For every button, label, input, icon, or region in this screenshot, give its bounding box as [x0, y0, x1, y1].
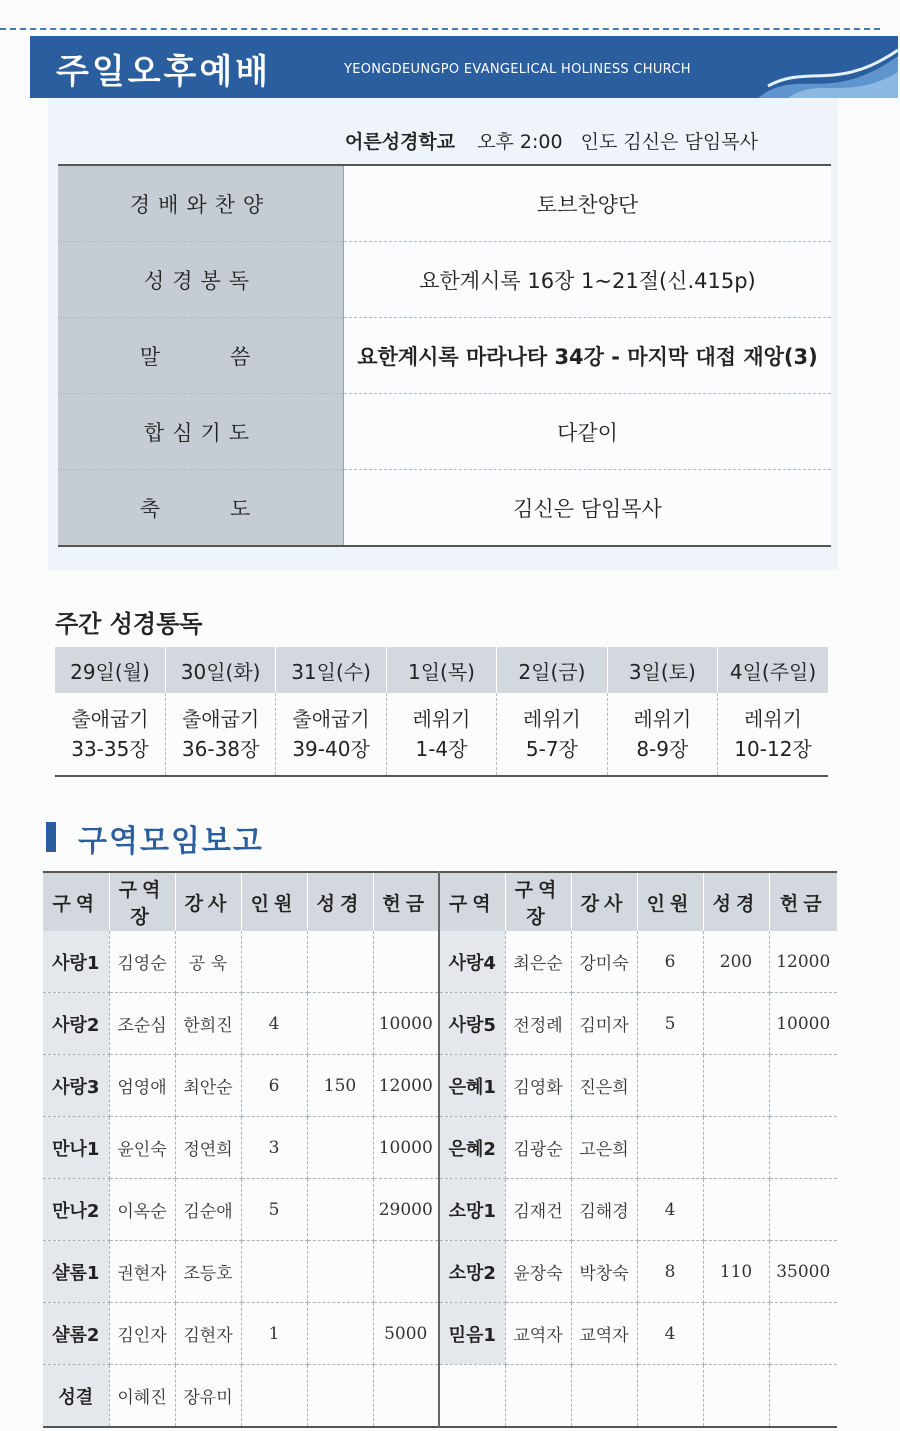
report-column-header: 성경 — [307, 872, 373, 931]
report-cell-district — [439, 1365, 505, 1428]
worship-label: 경배와찬양 — [58, 165, 344, 242]
report-cell-attendance: 4 — [637, 1179, 703, 1241]
report-cell-leader: 엄영애 — [109, 1055, 175, 1117]
report-cell-district: 믿음1 — [439, 1303, 505, 1365]
report-cell-leader: 전정례 — [505, 993, 571, 1055]
reading-day: 30일(화) — [165, 647, 275, 693]
worship-row — [58, 394, 831, 470]
reading-passage-row — [55, 693, 828, 776]
reading-chapters: 8-9장 — [636, 737, 689, 761]
reading-chapters: 36-38장 — [181, 737, 260, 761]
reading-passage — [55, 693, 165, 776]
report-cell-teacher: 김현자 — [175, 1303, 241, 1365]
report-cell-district: 샬롬2 — [43, 1303, 109, 1365]
reading-book: 출애굽기 — [292, 707, 370, 731]
report-cell-district: 은혜2 — [439, 1117, 505, 1179]
wave-decoration-icon — [758, 36, 898, 98]
report-cell-bible — [307, 1303, 373, 1365]
report-cell-teacher: 진은희 — [571, 1055, 637, 1117]
report-cell-bible — [307, 1179, 373, 1241]
report-cell-teacher: 김미자 — [571, 993, 637, 1055]
report-cell-teacher: 조등호 — [175, 1241, 241, 1303]
report-cell-attendance: 1 — [241, 1303, 307, 1365]
report-cell-teacher: 정연희 — [175, 1117, 241, 1179]
report-body — [43, 931, 837, 1427]
report-cell-district: 만나1 — [43, 1117, 109, 1179]
reading-day: 31일(수) — [276, 647, 386, 693]
report-cell-attendance — [637, 1365, 703, 1428]
table-row — [43, 1365, 837, 1428]
report-cell-leader: 이옥순 — [109, 1179, 175, 1241]
report-cell-offering — [373, 931, 439, 993]
report-cell-district: 소망1 — [439, 1179, 505, 1241]
reading-book: 출애굽기 — [71, 707, 149, 731]
reading-chapters: 5-7장 — [525, 737, 578, 761]
report-cell-district: 사랑5 — [439, 993, 505, 1055]
report-cell-offering — [373, 1241, 439, 1303]
report-cell-bible: 200 — [703, 931, 769, 993]
report-cell-attendance: 6 — [241, 1055, 307, 1117]
adult-school-name: 어른성경학교 — [345, 131, 456, 153]
church-name: YEONGDEUNGPO EVANGELICAL HOLINESS CHURCH — [344, 62, 691, 77]
report-cell-attendance: 6 — [637, 931, 703, 993]
report-column-header: 강사 — [175, 872, 241, 931]
report-cell-offering: 12000 — [769, 931, 837, 993]
report-cell-leader: 조순심 — [109, 993, 175, 1055]
page-title: 주일오후예배 — [56, 52, 272, 92]
reading-day: 4일(주일) — [718, 647, 828, 693]
reading-day: 2일(금) — [497, 647, 607, 693]
report-cell-district: 은혜1 — [439, 1055, 505, 1117]
report-cell-bible — [703, 1179, 769, 1241]
reading-day: 1일(목) — [386, 647, 496, 693]
reading-chapters: 39-40장 — [292, 737, 370, 761]
district-report-title: 구역모임보고 — [78, 824, 264, 859]
top-dashed-divider — [0, 28, 880, 30]
report-cell-teacher: 장유미 — [175, 1365, 241, 1428]
report-cell-leader: 교역자 — [505, 1303, 571, 1365]
worship-row — [58, 318, 831, 394]
report-cell-bible — [703, 1365, 769, 1428]
report-column-header: 성경 — [703, 872, 769, 931]
reading-day: 29일(월) — [55, 647, 165, 693]
report-cell-leader: 김영순 — [109, 931, 175, 993]
report-column-header: 구역장 — [505, 872, 571, 931]
report-cell-bible: 110 — [703, 1241, 769, 1303]
report-cell-offering: 35000 — [769, 1241, 837, 1303]
worship-label: 성경봉독 — [58, 242, 344, 318]
worship-value: 요한계시록 16장 1~21절(신.415p) — [344, 242, 832, 318]
report-cell-district: 소망2 — [439, 1241, 505, 1303]
report-cell-teacher: 공 욱 — [175, 931, 241, 993]
report-cell-bible — [307, 1117, 373, 1179]
worship-label: 합심기도 — [58, 394, 344, 470]
reading-book: 출애굽기 — [181, 707, 260, 731]
report-column-header: 헌금 — [373, 872, 439, 931]
report-cell-offering — [769, 1055, 837, 1117]
section-marker — [46, 822, 56, 852]
report-cell-attendance — [241, 1241, 307, 1303]
report-cell-leader: 윤인숙 — [109, 1117, 175, 1179]
weekly-reading-table — [55, 647, 828, 777]
report-cell-offering — [373, 1365, 439, 1428]
report-cell-leader: 김재건 — [505, 1179, 571, 1241]
district-report-table — [43, 871, 837, 1428]
table-row — [43, 993, 837, 1055]
reading-book: 레위기 — [522, 707, 581, 731]
reading-book: 레위기 — [744, 707, 802, 731]
report-column-header: 구역 — [439, 872, 505, 931]
report-cell-bible — [703, 1303, 769, 1365]
worship-row — [58, 470, 831, 547]
report-cell-district: 사랑3 — [43, 1055, 109, 1117]
report-cell-leader: 김광순 — [505, 1117, 571, 1179]
report-cell-bible — [703, 1117, 769, 1179]
report-cell-bible — [307, 1241, 373, 1303]
report-cell-teacher: 김순애 — [175, 1179, 241, 1241]
report-cell-teacher: 고은희 — [571, 1117, 637, 1179]
report-column-header: 인원 — [637, 872, 703, 931]
report-cell-offering — [769, 1303, 837, 1365]
table-row — [43, 931, 837, 993]
report-cell-leader: 김인자 — [109, 1303, 175, 1365]
report-cell-district: 만나2 — [43, 1179, 109, 1241]
report-cell-district: 사랑1 — [43, 931, 109, 993]
worship-value: 다같이 — [344, 394, 832, 470]
table-row — [43, 1179, 837, 1241]
reading-passage — [497, 693, 607, 776]
report-cell-attendance: 8 — [637, 1241, 703, 1303]
report-cell-teacher: 교역자 — [571, 1303, 637, 1365]
reading-day: 3일(토) — [607, 647, 717, 693]
reading-chapters: 1-4장 — [415, 737, 468, 761]
report-column-header: 구역장 — [109, 872, 175, 931]
table-row — [43, 1303, 837, 1365]
table-row — [43, 1241, 837, 1303]
reading-book: 레위기 — [633, 707, 692, 731]
report-column-header: 강사 — [571, 872, 637, 931]
report-cell-district: 사랑2 — [43, 993, 109, 1055]
report-cell-leader: 윤장숙 — [505, 1241, 571, 1303]
report-cell-leader: 김영화 — [505, 1055, 571, 1117]
report-cell-attendance — [241, 1365, 307, 1428]
report-cell-district: 성결 — [43, 1365, 109, 1428]
report-cell-district: 사랑4 — [439, 931, 505, 993]
reading-passage — [386, 693, 496, 776]
worship-row — [58, 165, 831, 242]
report-cell-teacher: 박창숙 — [571, 1241, 637, 1303]
report-cell-teacher: 강미숙 — [571, 931, 637, 993]
report-cell-bible — [703, 1055, 769, 1117]
report-cell-bible — [307, 993, 373, 1055]
report-cell-offering: 29000 — [373, 1179, 439, 1241]
report-cell-teacher: 김해경 — [571, 1179, 637, 1241]
table-row — [43, 1117, 837, 1179]
adult-school-time: 오후 2:00 — [477, 131, 563, 153]
report-cell-bible — [307, 1365, 373, 1428]
report-cell-bible: 150 — [307, 1055, 373, 1117]
report-cell-bible — [703, 993, 769, 1055]
report-cell-attendance: 5 — [241, 1179, 307, 1241]
report-cell-offering: 10000 — [373, 993, 439, 1055]
report-column-header: 헌금 — [769, 872, 837, 931]
report-cell-attendance: 4 — [241, 993, 307, 1055]
report-cell-offering — [769, 1179, 837, 1241]
reading-passage — [718, 693, 828, 776]
report-cell-leader — [505, 1365, 571, 1428]
report-cell-teacher: 최안순 — [175, 1055, 241, 1117]
worship-label: 축도 — [58, 470, 344, 547]
reading-chapters: 33-35장 — [71, 737, 149, 761]
adult-school-line — [345, 127, 758, 154]
report-cell-attendance — [637, 1117, 703, 1179]
report-cell-teacher — [571, 1365, 637, 1428]
report-cell-offering — [769, 1365, 837, 1428]
report-cell-offering: 10000 — [373, 1117, 439, 1179]
report-cell-teacher: 한희진 — [175, 993, 241, 1055]
reading-passage — [607, 693, 717, 776]
sermon-title: 요한계시록 마라나타 34강 - 마지막 대접 재앙(3) — [344, 318, 832, 394]
report-cell-offering: 12000 — [373, 1055, 439, 1117]
weekly-reading-title: 주간 성경통독 — [55, 610, 203, 638]
reading-day-row — [55, 647, 828, 693]
reading-passage — [165, 693, 275, 776]
report-cell-offering — [769, 1117, 837, 1179]
report-cell-district: 샬롬1 — [43, 1241, 109, 1303]
reading-chapters: 10-12장 — [734, 737, 812, 761]
report-cell-bible — [307, 931, 373, 993]
report-cell-attendance: 4 — [637, 1303, 703, 1365]
worship-value: 토브찬양단 — [344, 165, 832, 242]
report-cell-leader: 권현자 — [109, 1241, 175, 1303]
worship-order-table — [58, 164, 831, 547]
worship-row — [58, 242, 831, 318]
report-cell-attendance — [241, 931, 307, 993]
table-row — [43, 1055, 837, 1117]
header-banner — [30, 36, 898, 98]
adult-school-leader: 인도 김신은 담임목사 — [580, 131, 758, 153]
report-column-header: 인원 — [241, 872, 307, 931]
report-column-header: 구역 — [43, 872, 109, 931]
report-cell-leader: 이혜진 — [109, 1365, 175, 1428]
report-cell-attendance: 5 — [637, 993, 703, 1055]
worship-label: 말씀 — [58, 318, 344, 394]
report-cell-offering: 5000 — [373, 1303, 439, 1365]
reading-book: 레위기 — [412, 707, 471, 731]
reading-passage — [276, 693, 386, 776]
worship-value: 김신은 담임목사 — [344, 470, 832, 547]
report-cell-attendance: 3 — [241, 1117, 307, 1179]
report-cell-offering: 10000 — [769, 993, 837, 1055]
report-header-row — [43, 872, 837, 931]
report-cell-leader: 최은순 — [505, 931, 571, 993]
report-cell-attendance — [637, 1055, 703, 1117]
